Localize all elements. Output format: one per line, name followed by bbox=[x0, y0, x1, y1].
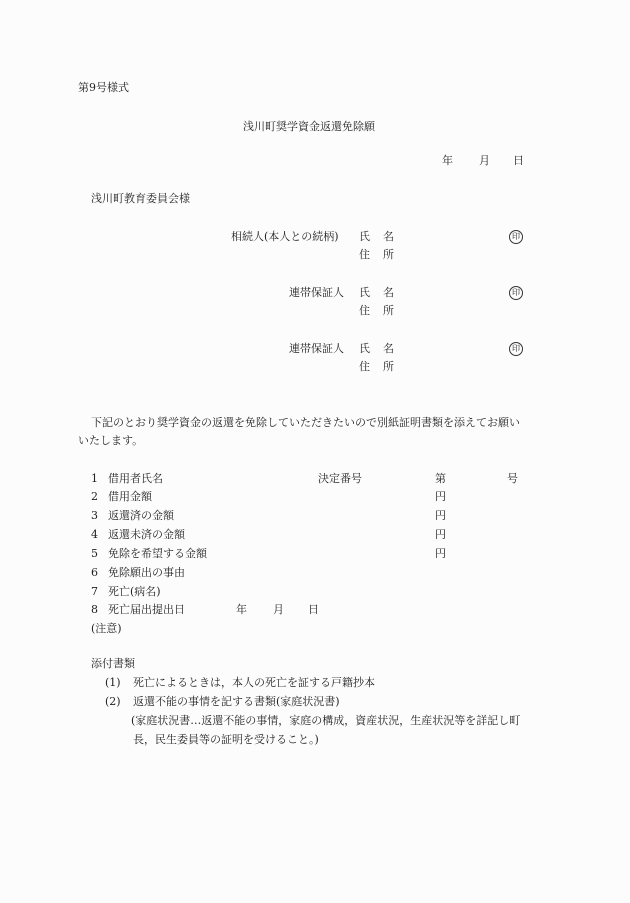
name-label-1: 氏 bbox=[359, 342, 370, 355]
form-number: 第9号様式 bbox=[78, 81, 129, 94]
attachments-heading: 添付書類 bbox=[91, 657, 135, 670]
address-label-2: 所 bbox=[383, 248, 394, 261]
yen-unit: 円 bbox=[435, 528, 446, 541]
item-number: 6 bbox=[91, 566, 98, 579]
death-date-month-label: 月 bbox=[273, 603, 284, 616]
name-label-2: 名 bbox=[383, 342, 394, 355]
seal-icon: 印 bbox=[509, 342, 523, 356]
body-line-1: 下記のとおり奨学資金の返還を免除していただきたいので別紙証明書類を添えてお願い bbox=[91, 416, 520, 429]
item-number: 7 bbox=[91, 585, 98, 598]
address-label-1: 住 bbox=[359, 248, 370, 261]
address-label-2: 所 bbox=[383, 360, 394, 373]
note-heading: (注意) bbox=[91, 622, 122, 635]
item-label-repaid-amount: 返還済の金額 bbox=[108, 509, 174, 522]
attachment-number: (1) bbox=[105, 676, 121, 689]
signer-role: 連帯保証人 bbox=[289, 342, 344, 355]
name-label-2: 名 bbox=[383, 230, 394, 243]
item-label-borrower-name: 借用者氏名 bbox=[108, 472, 163, 485]
addressee: 浅川町教育委員会様 bbox=[91, 192, 190, 205]
item-label-exemption-amount: 免除を希望する金額 bbox=[108, 547, 207, 560]
item-number: 4 bbox=[91, 528, 98, 541]
attachment-detail-line-2: 長，民生委員等の証明を受けること。) bbox=[133, 733, 319, 746]
attachment-detail-line-1: (家庭状況書…返還不能の事情，家庭の構成，資産状況，生産状況等を詳記し町 bbox=[131, 714, 521, 727]
item-label-death-notice-date: 死亡届出提出日 bbox=[108, 603, 185, 616]
address-label-2: 所 bbox=[383, 304, 394, 317]
item-number: 3 bbox=[91, 509, 98, 522]
signer-role: 相続人(本人との続柄) bbox=[231, 230, 339, 243]
item-number: 8 bbox=[91, 603, 98, 616]
body-line-2: いたします。 bbox=[78, 434, 144, 447]
death-date-day-label: 日 bbox=[308, 603, 319, 616]
name-label-1: 氏 bbox=[359, 230, 370, 243]
item-label-loan-amount: 借用金額 bbox=[108, 490, 152, 503]
date-year-label: 年 bbox=[442, 154, 453, 167]
item-label-death-cause: 死亡(病名) bbox=[108, 585, 161, 598]
decision-number-prefix: 第 bbox=[435, 472, 446, 485]
attachment-number: (2) bbox=[105, 695, 121, 708]
yen-unit: 円 bbox=[435, 490, 446, 503]
address-label-1: 住 bbox=[359, 304, 370, 317]
signer-role: 連帯保証人 bbox=[289, 286, 344, 299]
seal-icon: 印 bbox=[509, 230, 523, 244]
date-month-label: 月 bbox=[479, 154, 490, 167]
yen-unit: 円 bbox=[435, 509, 446, 522]
decision-number-label: 決定番号 bbox=[318, 472, 362, 485]
decision-number-suffix: 号 bbox=[507, 472, 518, 485]
item-label-unpaid-amount: 返還未済の金額 bbox=[108, 528, 185, 541]
item-label-exemption-reason: 免除願出の事由 bbox=[108, 566, 185, 579]
address-label-1: 住 bbox=[359, 360, 370, 373]
attachment-text-death-certificate: 死亡によるときは，本人の死亡を証する戸籍抄本 bbox=[133, 676, 375, 689]
date-day-label: 日 bbox=[513, 154, 524, 167]
item-number: 2 bbox=[91, 490, 98, 503]
death-date-year-label: 年 bbox=[236, 603, 247, 616]
item-number: 5 bbox=[91, 547, 98, 560]
name-label-2: 名 bbox=[383, 286, 394, 299]
item-number: 1 bbox=[91, 472, 98, 485]
yen-unit: 円 bbox=[435, 547, 446, 560]
name-label-1: 氏 bbox=[359, 286, 370, 299]
seal-icon: 印 bbox=[509, 286, 523, 300]
attachment-text-family-status: 返還不能の事情を記する書類(家庭状況書) bbox=[133, 695, 340, 708]
document-title: 浅川町奨学資金返還免除願 bbox=[243, 120, 375, 133]
